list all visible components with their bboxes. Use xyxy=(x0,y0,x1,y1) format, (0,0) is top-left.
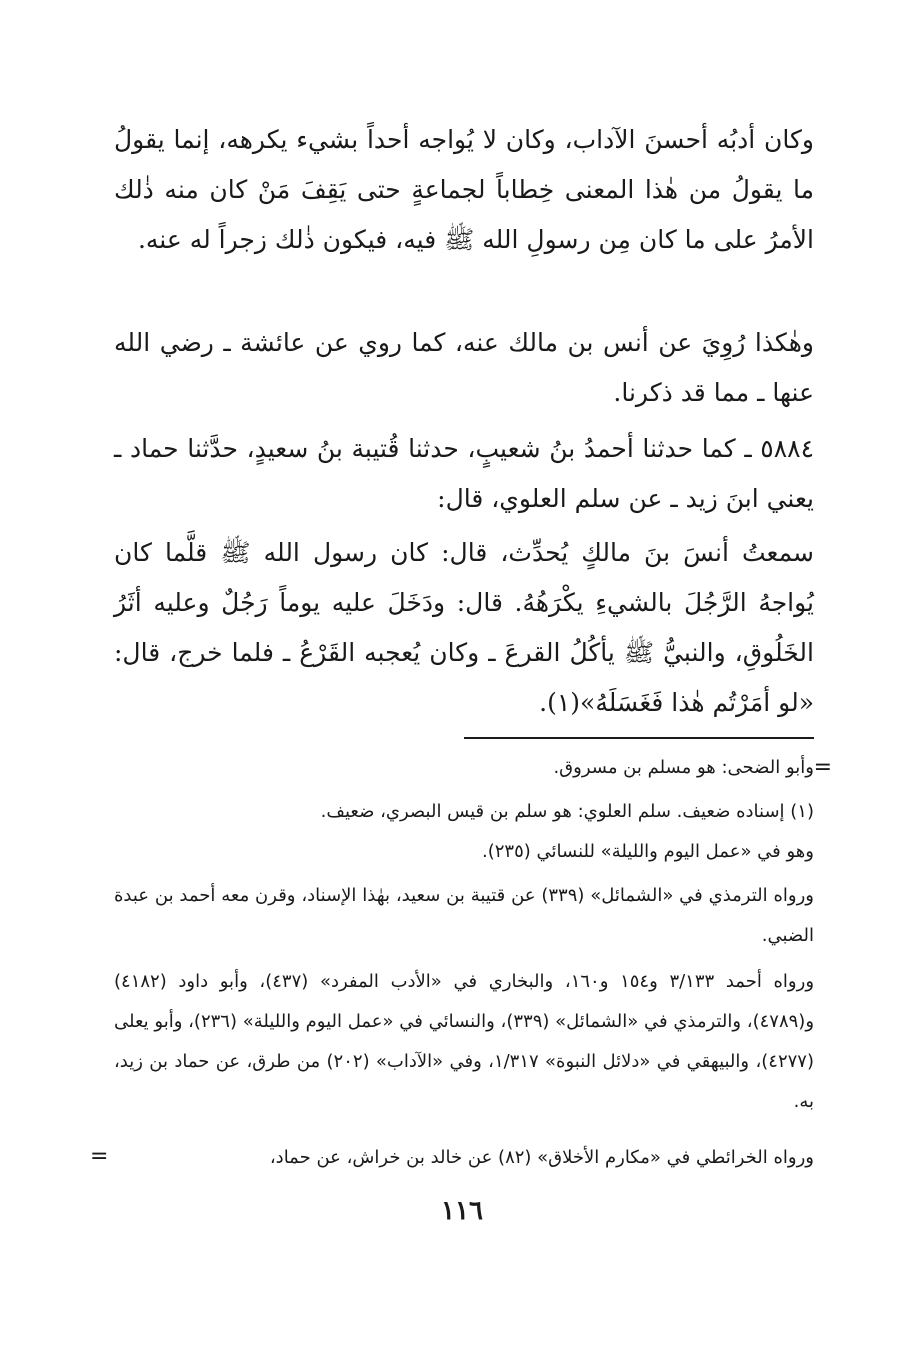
footnote-3 xyxy=(114,962,814,1122)
footnote-text: وأبو الضحى: هو مسلم بن مسروق. xyxy=(553,757,814,778)
paragraph-text: وهٰكذا رُوِيَ عن أنس بن مالك عنه، كما روي عن عائشة ـ رضي الله عنها ـ مما قد ذكرنا. xyxy=(114,328,814,407)
body-paragraph-2 xyxy=(114,318,814,418)
paragraph-text: سمعتُ أنسَ بنَ مالكٍ يُحدِّث، قال: كان رسول الله ﷺ قلَّما كان يُواجهُ الرَّجُلَ بالشيءِ يكْرَهُهُ. قال: ودَخَلَ عليه يوماً رَجُلٌ وعليه أثَرُ الخَلُوقِ، والنبيُّ ﷺ يأكُلُ القرعَ ـ وكان يُعجبه القَرْعُ ـ فلما خرج، قال: «لو أمَرْتُم هٰذا فَغَسَلَهُ»(١). xyxy=(114,538,814,717)
footnote-1 xyxy=(114,792,814,872)
footnote-text: ورواه أحمد ٣/١٣٣ و١٥٤ و١٦٠، والبخاري في «الأدب المفرد» (٤٣٧)، وأبو داود (٤١٨٢) و(٤٧٨٩)، والترمذي في «الشمائل» (٣٣٩)، والنسائي في «عمل اليوم والليلة» (٢٣٦)، وأبو يعلى (٤٢٧٧)، والبيهقي في «دلائل النبوة» ١/٣١٧، وفي «الآداب» (٢٠٢) من طرق، عن حماد بن زيد، به. xyxy=(114,971,815,1112)
hadith-matn-paragraph xyxy=(114,528,814,728)
footnote-text: (١) إسناده ضعيف. سلم العلوي: هو سلم بن قيس البصري، ضعيف. xyxy=(320,801,814,822)
footnote-4 xyxy=(114,1138,814,1178)
footnote-text: وهو في «عمل اليوم والليلة» للنسائي (٢٣٥). xyxy=(482,841,814,862)
footnote-text: ورواه الترمذي في «الشمائل» (٣٣٩) عن قتيبة بن سعيد، بهٰذا الإسناد، وقرن معه أحمد بن عبدة الضبي. xyxy=(114,885,814,946)
footnote-separator xyxy=(464,737,814,739)
footnote-text: ورواه الخرائطي في «مكارم الأخلاق» (٨٢) عن خالد بن خراش، عن حماد، xyxy=(269,1147,814,1168)
paragraph-text: وكان أدبُه أحسنَ الآداب، وكان لا يُواجه أحداً بشيء يكرهه، إنما يقولُ ما يقولُ من هٰذا المعنى خِطاباً لجماعةٍ حتى يَقِفَ مَنْ كان منه ذٰلك الأمرُ على ما كان مِن رسولِ الله ﷺ فيه، فيكون ذٰلك زجراً له عنه. xyxy=(114,125,814,254)
footnote-continued xyxy=(114,748,814,788)
body-paragraph-1 xyxy=(114,115,814,265)
continuation-mark-top: = xyxy=(813,755,832,780)
page-number: ١١٦ xyxy=(441,1196,483,1226)
continuation-mark-bottom: = xyxy=(90,1144,109,1169)
paragraph-text: ٥٨٨٤ ـ كما حدثنا أحمدُ بنُ شعيبٍ، حدثنا قُتيبة بنُ سعيدٍ، حدَّثنا حماد ـ يعني ابنَ زيد ـ عن سلم العلوي، قال: xyxy=(114,434,814,513)
hadith-isnad-paragraph xyxy=(114,424,814,524)
footnote-2 xyxy=(114,876,814,956)
